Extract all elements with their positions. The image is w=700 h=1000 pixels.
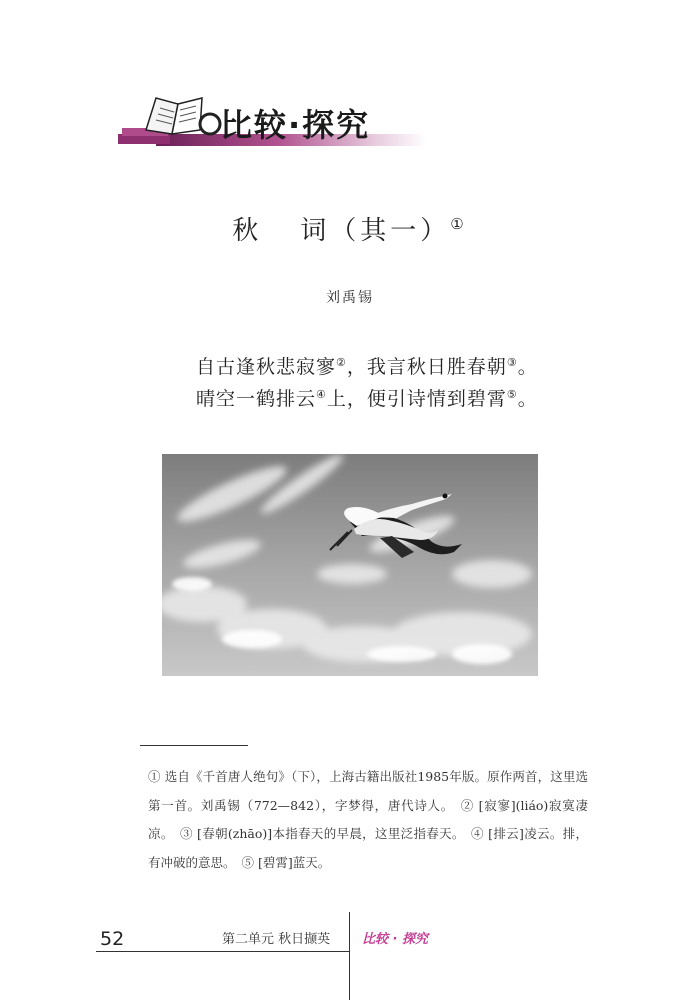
verse-text: 上，便引诗情到碧霄: [326, 388, 507, 410]
verse-text: 。: [517, 356, 538, 378]
footnote-marker: ③: [506, 356, 518, 369]
footer-rule: [96, 951, 349, 952]
footer-unit-title: 第二单元 秋日撷英: [222, 932, 331, 947]
verse-text: ，我言秋日胜春朝: [346, 356, 507, 378]
footnote-5: ⑤ [碧霄]蓝天。: [241, 854, 331, 870]
footnote-1: ① 选自《千首唐人绝句》（下），上海古籍出版社1985年版。原作两首，这里选第一首。刘禹锡（772—842），字梦得，唐代诗人。: [148, 769, 588, 813]
footnote-2: ② [寂寥](liáo)寂寞凄凉。: [148, 797, 588, 841]
banner-title: 比较·探究: [220, 106, 371, 144]
page-number: 52: [100, 928, 125, 950]
poem-title-rest: 词（其一）: [300, 216, 451, 246]
section-banner: [116, 90, 416, 160]
footer-section-title: 比较 · 探究: [362, 932, 428, 947]
crane-sky-illustration: [162, 454, 538, 676]
verse-text: 。: [517, 388, 538, 410]
footnote-marker: ④: [316, 388, 327, 401]
footnotes: [148, 763, 588, 877]
poem-line-1: [196, 352, 538, 379]
poem-title: [0, 210, 700, 247]
footnote-marker: ②: [336, 356, 347, 369]
open-book-icon: [116, 90, 226, 150]
poem-title-char: 秋: [232, 216, 263, 246]
poem-title-note: ①: [450, 215, 468, 233]
footnote-marker: ⑤: [506, 388, 518, 401]
verse-text: 自古逢秋悲寂寥: [196, 356, 337, 378]
crane-sky-photo: [162, 454, 538, 676]
footnote-4: ④ [排云]凌云。排，有冲破的意思。: [148, 826, 588, 870]
poem-line-2: [196, 384, 538, 411]
poem-author: 刘禹锡: [326, 290, 374, 306]
footer-divider: [349, 912, 350, 1000]
footnote-3: ③ [春朝(zhāo)]本指春天的早晨，这里泛指春天。: [179, 826, 465, 841]
verse-text: 晴空一鹤排云: [196, 388, 317, 410]
footnote-divider: [140, 745, 248, 746]
